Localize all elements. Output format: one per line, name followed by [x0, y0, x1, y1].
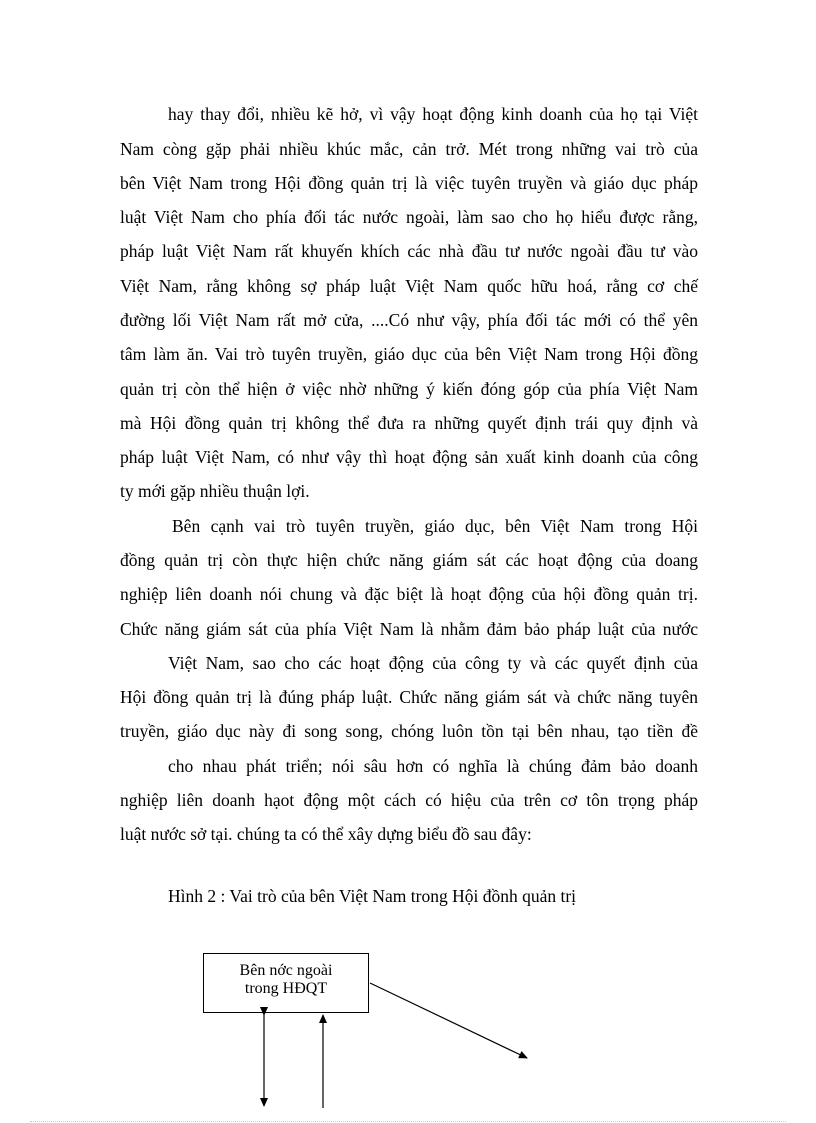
paragraph-line: luật nước sở tại. chúng ta có thể xây dựng biểu đồ sau đây:: [120, 824, 532, 844]
paragraph-line: Việt Nam, sao cho các hoạt động của công ty và các quyết định của: [168, 653, 698, 673]
figure-caption: Hình 2 : Vai trò của bên Việt Nam trong Hội đồnh quản trị: [168, 886, 577, 906]
paragraph-line: ty mới gặp nhiều thuận lợi.: [120, 481, 310, 501]
paragraph-line: tâm làm ăn. Vai trò tuyên truyền, giáo dục của bên Việt Nam trong Hội đồng: [120, 344, 698, 364]
paragraph-line: Nam còng gặp phải nhiều khúc mắc, cản trở. Mét trong những vai trò của: [120, 139, 698, 159]
paragraph-line: đồng quản trị còn thực hiện chức năng giám sát các hoạt động của doang: [120, 550, 698, 570]
paragraph-line: nghiệp liên doanh nói chung và đặc biệt là hoạt động của hội đồng quản trị.: [120, 584, 698, 604]
paragraph-line: Việt Nam, rằng không sợ pháp luật Việt Nam quốc hữu hoá, rằng cơ chế: [120, 276, 698, 296]
diagram-box-label-line1: Bên nớc ngoài: [239, 962, 333, 979]
paragraph-line: Hội đồng quản trị là đúng pháp luật. Chức năng giám sát và chức năng tuyên: [120, 687, 698, 707]
paragraph-line: Chức năng giám sát của phía Việt Nam là nhằm đảm bảo pháp luật của nước: [120, 619, 698, 639]
paragraph-line: pháp luật Việt Nam, có như vậy thì hoạt động sản xuất kinh doanh của công: [120, 447, 698, 467]
paragraph-line: pháp luật Việt Nam rất khuyến khích các nhà đầu tư nước ngoài đầu tư vào: [120, 241, 698, 261]
paragraph-line: quản trị còn thể hiện ở việc nhờ những ý kiến đóng góp của phía Việt Nam: [120, 379, 698, 399]
paragraph-line: đường lối Việt Nam rất mở cửa, ....Có như vậy, phía đối tác mới có thể yên: [120, 310, 698, 330]
paragraph-line: hay thay đổi, nhiều kẽ hở, vì vậy hoạt động kinh doanh của họ tại Việt: [168, 104, 698, 124]
paragraph-line: cho nhau phát triển; nói sâu hơn có nghĩa là chúng đảm bảo doanh: [168, 756, 698, 776]
paragraph-line: nghiệp liên doanh hạot động một cách có hiệu của trên cơ tôn trọng pháp: [120, 790, 698, 810]
diagram-box-label: [204, 962, 368, 998]
diagram-arrow-diagonal: [370, 983, 527, 1058]
paragraph-line: bên Việt Nam trong Hội đồng quản trị là việc tuyên truyền và giáo dục pháp: [120, 173, 698, 193]
page-bottom-divider: [30, 1121, 786, 1122]
paragraph-line: mà Hội đồng quản trị không thể đưa ra những quyết định trái quy định và: [120, 413, 698, 433]
paragraph-line: Bên cạnh vai trò tuyên truyền, giáo dục, bên Việt Nam trong Hội: [172, 516, 698, 536]
paragraph-line: truyền, giáo dục này đi song song, chóng luôn tồn tại bên nhau, tạo tiền đề: [120, 721, 698, 741]
diagram-box-foreign-party: [203, 953, 369, 1013]
diagram-box-label-line2: trong HĐQT: [244, 980, 328, 997]
paragraph-line: luật Việt Nam cho phía đối tác nước ngoài, làm sao cho họ hiểu được rằng,: [120, 207, 698, 227]
